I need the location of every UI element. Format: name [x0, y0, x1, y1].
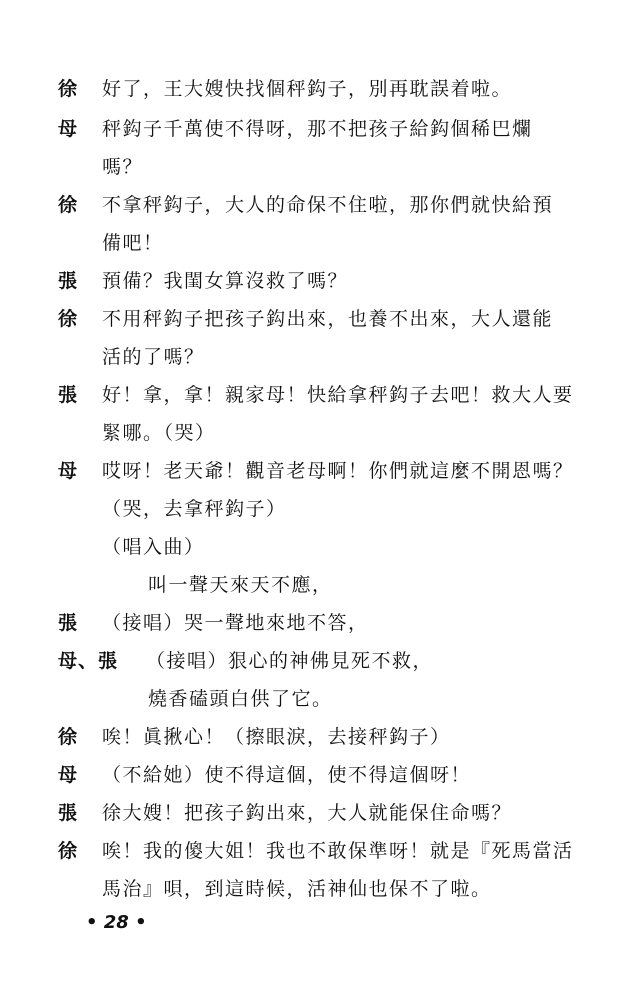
dialogue-line	[0, 834, 640, 868]
speaker-label: 徐	[58, 840, 79, 862]
dialogue-text: （不給她）使不得這個，使不得這個呀！	[102, 764, 472, 786]
speaker-label: 徐	[58, 78, 79, 100]
speaker-label: 張	[58, 612, 79, 634]
speaker-label: 母	[58, 118, 79, 140]
dialogue-text: （哭，去拿秤鈎子）	[102, 498, 287, 520]
dialogue-text: 唉！眞揪心！（擦眼淚，去接秤鈎子）	[102, 726, 451, 748]
dialogue-line	[0, 378, 640, 412]
dialogue-text: 徐大嫂！把孩子鈎出來，大人就能保住命嗎？	[102, 802, 513, 824]
dialogue-line	[0, 188, 640, 222]
dialogue-line	[0, 796, 640, 830]
dialogue-text: （接唱）哭一聲地來地不答，	[102, 612, 369, 634]
verse-text: 叫一聲天來天不應，	[148, 574, 333, 596]
dialogue-text: 不拿秤鈎子，大人的命保不住啦，那你們就快給預	[102, 194, 554, 216]
dialogue-line	[0, 872, 640, 906]
dialogue-text: 好！拿，拿！親家母！快給拿秤鈎子去吧！救大人要	[102, 384, 574, 406]
speaker-label: 徐	[58, 308, 79, 330]
dialogue-text: 秤鈎子千萬使不得呀，那不把孩子給鈎個稀巴爛	[102, 118, 533, 140]
dialogue-line	[0, 416, 640, 450]
dialogue-text: 哎呀！老天爺！觀音老母啊！你們就這麼不開恩嗎？	[102, 460, 574, 482]
dialogue-text: （唱入曲）	[102, 536, 205, 558]
page-number: • 28 •	[86, 912, 147, 933]
dialogue-line	[0, 226, 640, 260]
dialogue-line	[0, 720, 640, 754]
dialogue-text: 馬治』唄，到這時候，活神仙也保不了啦。	[102, 878, 492, 900]
dialogue-line	[0, 150, 640, 184]
dialogue-text: 不用秤鈎子把孩子鈎出來，也養不出來，大人還能	[102, 308, 554, 330]
speaker-label: 徐	[58, 726, 79, 748]
speaker-label: 母	[58, 764, 79, 786]
dialogue-line	[0, 340, 640, 374]
dialogue-text: （接唱）狠心的神佛見死不救，	[146, 650, 434, 672]
dialogue-text: 嗎？	[102, 156, 144, 178]
dialogue-line	[0, 606, 640, 640]
dialogue-line	[0, 530, 640, 564]
verse-line	[0, 568, 640, 602]
dialogue-line	[0, 112, 640, 146]
speaker-label: 徐	[58, 194, 79, 216]
dialogue-line	[0, 492, 640, 526]
speaker-label: 母	[58, 460, 79, 482]
speaker-label: 張	[58, 384, 79, 406]
dialogue-line	[0, 644, 640, 678]
dialogue-line	[0, 454, 640, 488]
verse-line	[0, 682, 640, 716]
dialogue-line	[0, 758, 640, 792]
dialogue-line	[0, 264, 640, 298]
dialogue-text: 好了，王大嫂快找個秤鈎子，別再耽誤着啦。	[102, 78, 513, 100]
speaker-label: 張	[58, 802, 79, 824]
dialogue-text: 活的了嗎？	[102, 346, 205, 368]
dialogue-text: 備吧！	[102, 232, 164, 254]
verse-text: 燒香磕頭白供了它。	[148, 688, 333, 710]
dialogue-text: 預備？我閨女算沒救了嗎？	[102, 270, 349, 292]
dialogue-text: 緊哪。（哭）	[102, 422, 216, 444]
dialogue-text: 唉！我的傻大姐！我也不敢保準呀！就是『死馬當活	[102, 840, 574, 862]
speaker-label: 張	[58, 270, 79, 292]
dialogue-line	[0, 302, 640, 336]
dialogue-line	[0, 72, 640, 106]
speaker-label: 母、張	[58, 650, 119, 672]
